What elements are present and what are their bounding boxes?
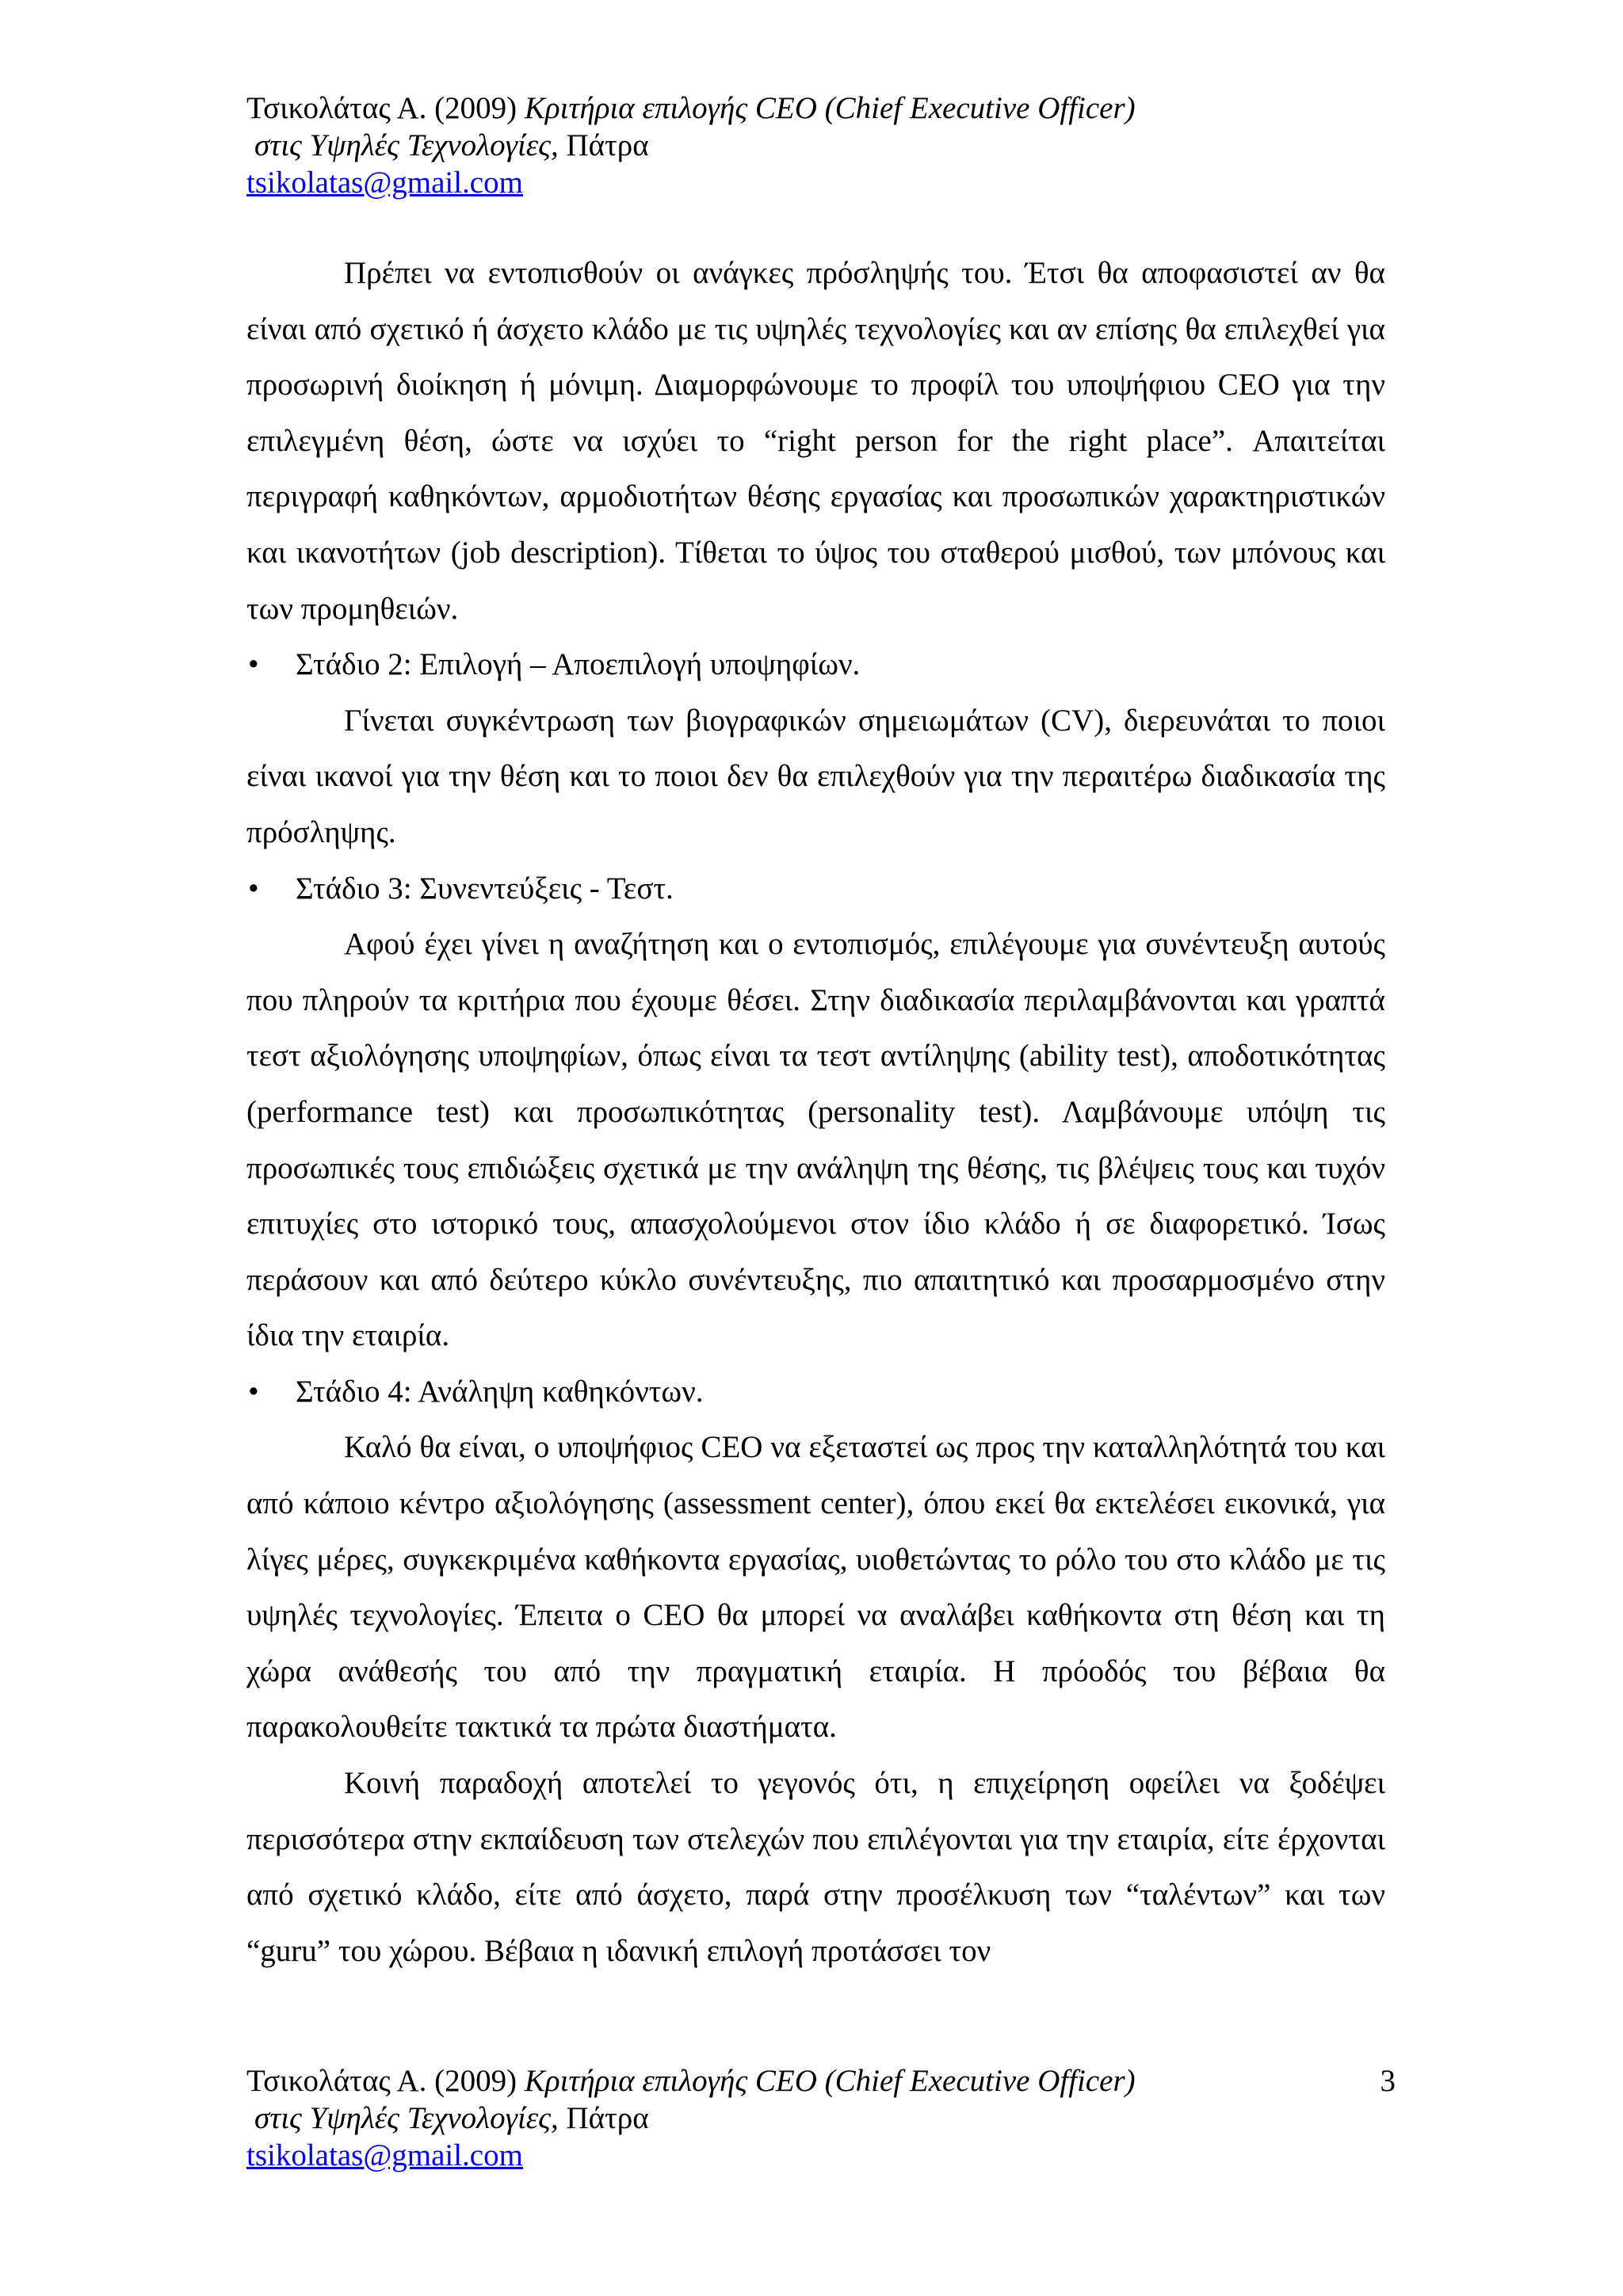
bullet-icon: • <box>248 871 259 906</box>
stage3-label: Στάδιο 3: Συνεντεύξεις - Τεστ. <box>296 871 674 906</box>
paragraph-stage1-description: Πρέπει να εντοπισθούν οι ανάγκες πρόσληψής του. Έτσι θα αποφασιστεί αν θα είναι από σχετικό ή άσχετο κλάδο με τις υψηλές τεχνολογίες και αν επίσης θα επιλεχθεί για προσωρινή διοίκηση ή μόνιμη. Διαμορφώνουμε το προφίλ του υποψήφιου CEO για την επιλεγμένη θέση, ώστε να ισχύει το “right person for the right place”. Απαιτείται περιγραφή καθηκόντων, αρμοδιοτήτων θέσης εργασίας και προσωπικών χαρακτηριστικών και ικανοτήτων (job description). Τίθεται το ύψος του σταθερού μισθού, των μπόνους και των προμηθειών. <box>246 256 1385 626</box>
list-item-stage2 <box>246 637 1385 693</box>
header-email-line <box>246 164 1396 201</box>
stage4-label: Στάδιο 4: Ανάληψη καθηκόντων. <box>296 1374 704 1409</box>
paragraph-stage2-description: Γίνεται συγκέντρωση των βιογραφικών σημειωμάτων (CV), διερευνάται το ποιοι είναι ικανοί για την θέση και το ποιοι δεν θα επιλεχθούν για την περαιτέρω διαδικασία της πρόσληψης. <box>246 703 1385 849</box>
footer-email-link[interactable]: tsikolatas@gmail.com <box>246 2138 523 2172</box>
paragraph-training-note: Κοινή παραδοχή αποτελεί το γεγονός ότι, η επιχείρηση οφείλει να ξοδέψει περισσότερα στην εκπαίδευση των στελεχών που επιλέγονται για την εταιρία, είτε έρχονται από σχετικό κλάδο, είτε από άσχετο, παρά στην προσέλκυση των “ταλέντων” και των “guru” του χώρου. Βέβαια η ιδανική επιλογή προτάσσει τον <box>246 1766 1385 1968</box>
header-title: Κριτήρια επιλογής CEO (Chief Executive Officer) <box>524 91 1136 125</box>
header-email-link[interactable]: tsikolatas@gmail.com <box>246 166 523 200</box>
list-item-stage4 <box>246 1364 1385 1421</box>
bullet-icon: • <box>248 647 259 682</box>
paragraph-stage3-description: Αφού έχει γίνει η αναζήτηση και ο εντοπισμός, επιλέγουμε για συνέντευξη αυτούς που πληρούν τα κριτήρια που έχουμε θέσει. Στην διαδικασία περιλαμβάνονται και γραπτά τεστ αξιολόγησης υποψηφίων, όπως είναι τα τεστ αντίληψης (ability test), αποδοτικότητας (performance test) και προσωπικότητας (personality test). Λαμβάνουμε υπόψη τις προσωπικές τους επιδιώξεις σχετικά με την ανάληψη της θέσης, τις βλέψεις τους και τυχόν επιτυχίες στο ιστορικό τους, απασχολούμενοι στον ίδιο κλάδο ή σε διαφορετικό. Ίσως περάσουν και από δεύτερο κύκλο συνέντευξης, πιο απαιτητικό και προσαρμοσμένο στην ίδια την εταιρία. <box>246 927 1385 1353</box>
footer-author-year: Τσικολάτας Α. (2009) <box>246 2064 525 2098</box>
header-subtitle: στις Υψηλές Τεχνολογίες, <box>254 128 559 162</box>
footer-email-line <box>246 2137 1396 2174</box>
footer-title: Κριτήρια επιλογής CEO (Chief Executive Officer) <box>524 2064 1136 2098</box>
page-footer <box>246 2062 1396 2174</box>
header-citation-line <box>246 90 1396 127</box>
bullet-icon: • <box>248 1374 259 1409</box>
header-city: Πάτρα <box>558 128 649 162</box>
footer-subtitle: στις Υψηλές Τεχνολογίες, <box>254 2101 559 2135</box>
footer-citation-line <box>246 2062 1396 2100</box>
paragraph-stage4-description: Καλό θα είναι, ο υποψήφιος CEO να εξεταστεί ως προς την καταλληλότητά του και από κάποιο κέντρο αξιολόγησης (assessment center), όπου εκεί θα εκτελέσει εικονικά, για λίγες μέρες, συγκεκριμένα καθήκοντα εργασίας, υιοθετώντας το ρόλο του στο κλάδο με τις υψηλές τεχνολογίες. Έπειτα ο CEO θα μπορεί να αναλάβει καθήκοντα στη θέση και τη χώρα ανάθεσής του από την πραγματική εταιρία. Η πρόοδός του βέβαια θα παρακολουθείτε τακτικά τα πρώτα διαστήματα. <box>246 1430 1385 1745</box>
list-item-stage3 <box>246 861 1385 917</box>
stage2-label: Στάδιο 2: Επιλογή – Αποεπιλογή υποψηφίων. <box>296 647 861 682</box>
page-header <box>246 90 1396 201</box>
page-number: 3 <box>1380 2064 1396 2098</box>
footer-subtitle-line <box>246 2100 1396 2137</box>
body-text <box>246 246 1385 1979</box>
header-subtitle-line <box>246 127 1396 164</box>
footer-city: Πάτρα <box>558 2101 649 2135</box>
header-author-year: Τσικολάτας Α. (2009) <box>246 91 525 125</box>
